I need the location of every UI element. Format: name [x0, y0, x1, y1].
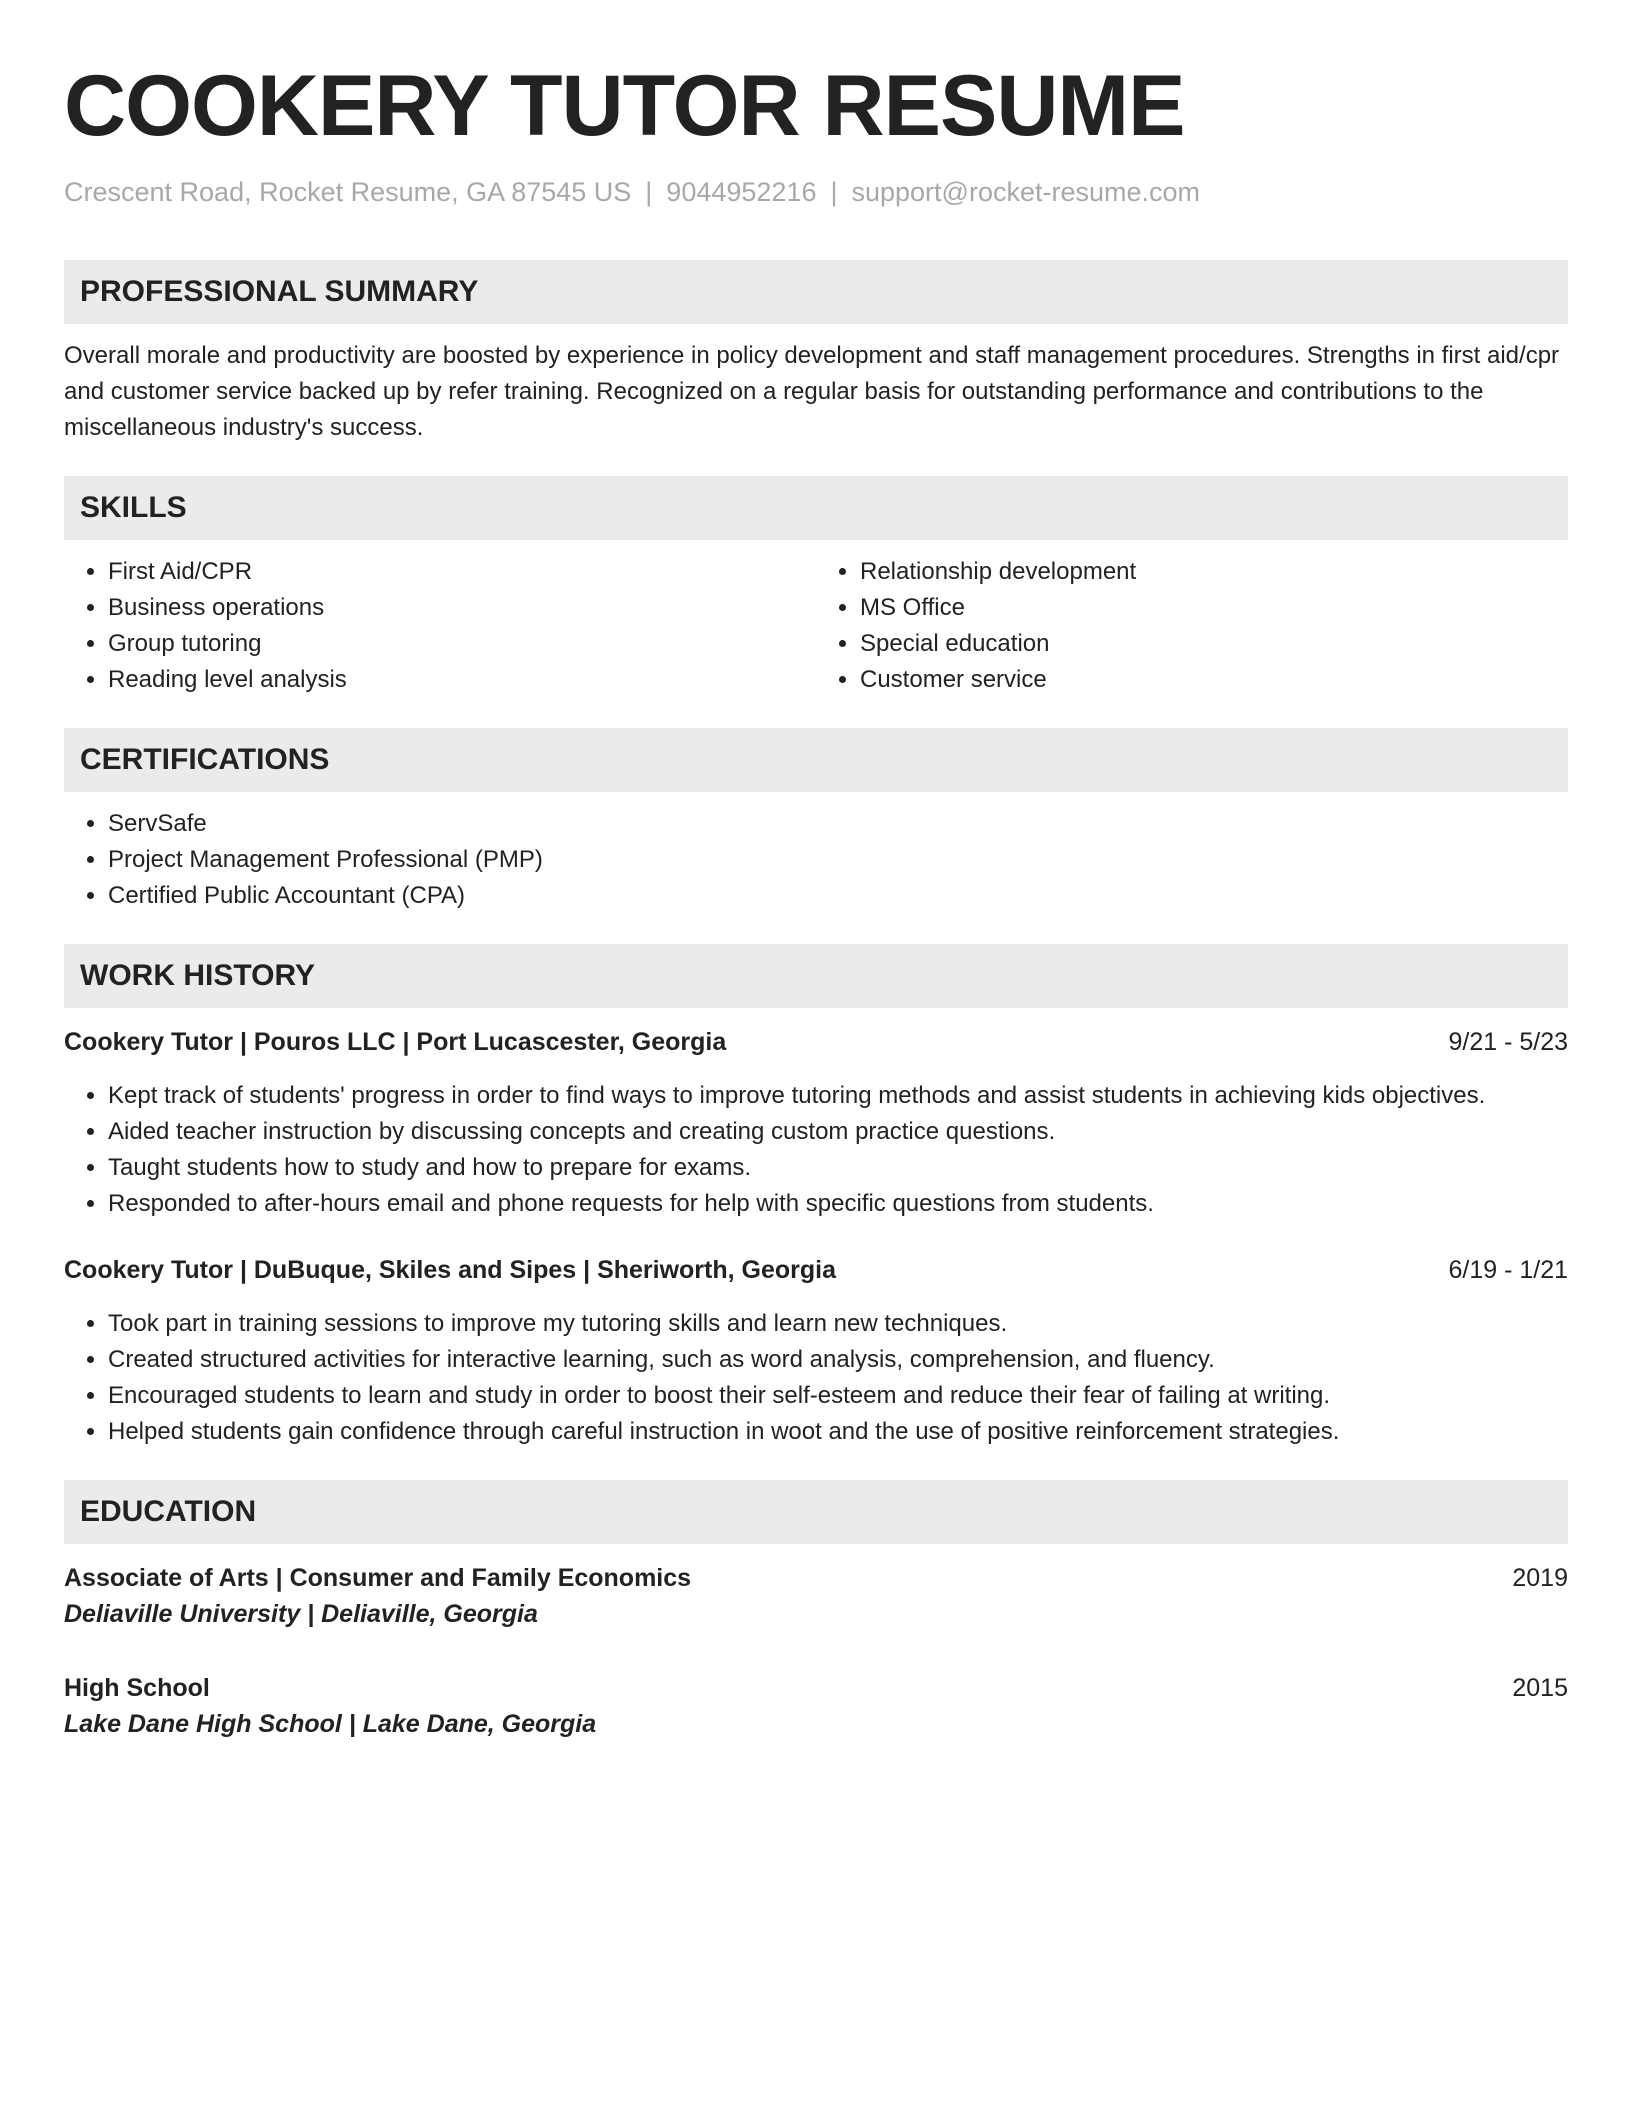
- summary-text: Overall morale and productivity are boosted by experience in policy development and staff management procedures. Strengths in first aid/cpr and customer service backed up by refer training. Recognized on a regular basis for outstanding performance and contributions to the miscellaneous industry's success.: [64, 342, 1560, 441]
- job-bullets: [64, 1306, 1568, 1450]
- job-bullet: • Encouraged students to learn and study in order to boost their self-esteem and reduce their fear of failing at writing.: [108, 1378, 1568, 1414]
- job-bullet: • Taught students how to study and how to prepare for exams.: [108, 1150, 1568, 1186]
- summary-heading: PROFESSIONAL SUMMARY: [64, 260, 1568, 324]
- education-school: Lake Dane High School | Lake Dane, Georgia: [64, 1710, 597, 1738]
- job-bullet: • Aided teacher instruction by discussing concepts and creating custom practice questions.: [108, 1114, 1568, 1150]
- skills-column-right: [816, 554, 1568, 698]
- contact-address: Crescent Road, Rocket Resume, GA 87545 US: [64, 177, 632, 207]
- skill-item: • Customer service: [860, 662, 1568, 698]
- skills-column-left: [64, 554, 816, 698]
- certification-item: • ServSafe: [108, 806, 1568, 842]
- job-title: Cookery Tutor | DuBuque, Skiles and Sipes | Sheriworth, Georgia: [64, 1256, 836, 1284]
- job-dates: 6/19 - 1/21: [1448, 1256, 1568, 1284]
- certification-item: • Certified Public Accountant (CPA): [108, 878, 1568, 914]
- job-entry: [64, 1024, 1568, 1222]
- education-header: [64, 1560, 1568, 1596]
- job-header: [64, 1024, 1568, 1060]
- education-entry: [64, 1670, 1568, 1742]
- job-bullet: • Took part in training sessions to improve my tutoring skills and learn new techniques.: [108, 1306, 1568, 1342]
- contact-separator: |: [645, 177, 653, 207]
- job-bullet: • Kept track of students' progress in order to find ways to improve tutoring methods and assist students in achieving kids objectives.: [108, 1078, 1568, 1114]
- job-bullet: • Created structured activities for interactive learning, such as word analysis, comprehension, and fluency.: [108, 1342, 1568, 1378]
- resume-title: COOKERY TUTOR RESUME: [64, 58, 1185, 154]
- job-bullet: • Helped students gain confidence through careful instruction in woot and the use of positive reinforcement strategies.: [108, 1414, 1568, 1450]
- contact-email: support@rocket-resume.com: [851, 177, 1201, 207]
- education-school: Deliaville University | Deliaville, Georgia: [64, 1600, 538, 1628]
- education-entry: [64, 1560, 1568, 1632]
- education-degree: Associate of Arts | Consumer and Family Economics: [64, 1564, 692, 1592]
- contact-phone: 9044952216: [666, 177, 817, 207]
- education-year: 2019: [1512, 1564, 1568, 1592]
- education-year: 2015: [1512, 1674, 1568, 1702]
- job-header: [64, 1252, 1568, 1288]
- skills-heading: SKILLS: [64, 476, 1568, 540]
- job-title: Cookery Tutor | Pouros LLC | Port Lucascester, Georgia: [64, 1028, 727, 1056]
- education-degree: High School: [64, 1674, 210, 1702]
- skills-list: [64, 554, 1568, 698]
- job-bullets: [64, 1078, 1568, 1222]
- skill-item: • Special education: [860, 626, 1568, 662]
- skill-item: • Relationship development: [860, 554, 1568, 590]
- job-dates: 9/21 - 5/23: [1448, 1028, 1568, 1056]
- education-header: [64, 1670, 1568, 1706]
- job-bullet: • Responded to after-hours email and phone requests for help with specific questions from students.: [108, 1186, 1568, 1222]
- skill-item: • Reading level analysis: [108, 662, 816, 698]
- skill-item: • Group tutoring: [108, 626, 816, 662]
- skill-item: • MS Office: [860, 590, 1568, 626]
- education-heading: EDUCATION: [64, 1480, 1568, 1544]
- contact-line: [64, 174, 1568, 210]
- certifications-heading: CERTIFICATIONS: [64, 728, 1568, 792]
- work-history-heading: WORK HISTORY: [64, 944, 1568, 1008]
- certification-item: • Project Management Professional (PMP): [108, 842, 1568, 878]
- skill-item: • Business operations: [108, 590, 816, 626]
- contact-separator: |: [830, 177, 838, 207]
- skill-item: • First Aid/CPR: [108, 554, 816, 590]
- job-entry: [64, 1252, 1568, 1450]
- certifications-list: [64, 806, 1568, 914]
